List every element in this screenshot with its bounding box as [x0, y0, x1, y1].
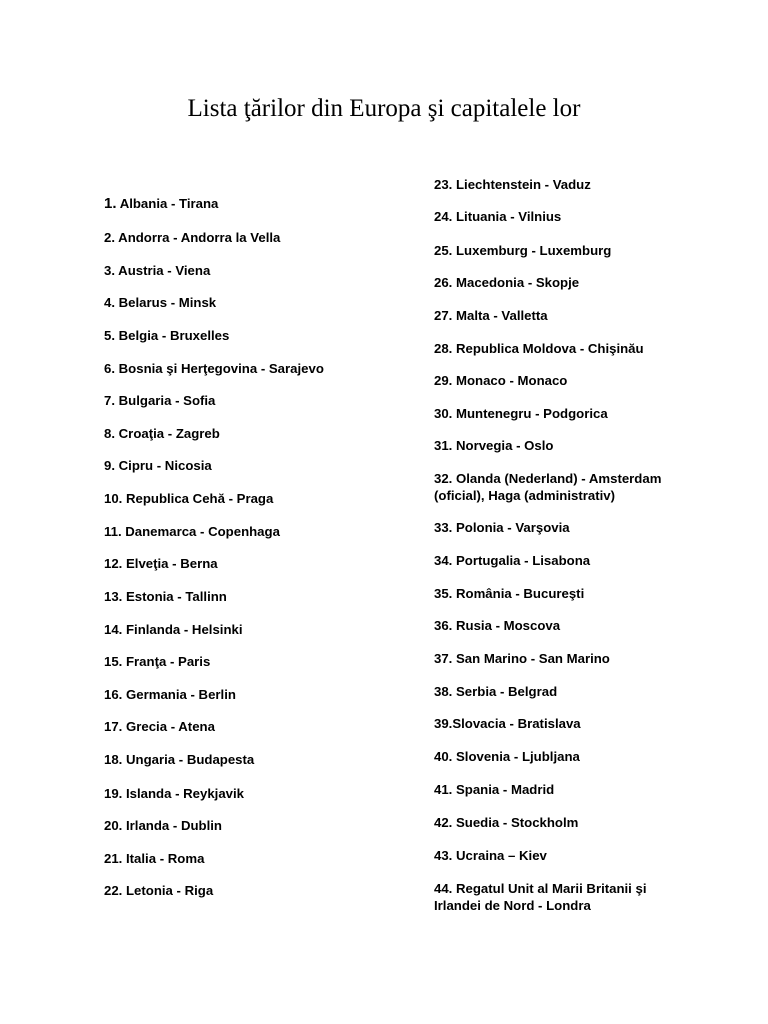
list-item: 2. Andorra - Andorra la Vella: [104, 230, 281, 245]
list-item: 13. Estonia - Tallinn: [104, 589, 227, 604]
list-item: [104, 195, 404, 212]
list-item: 32. Olanda (Nederland) - Amsterdam (oficial), Haga (administrativ): [434, 471, 662, 503]
list-item: 42. Suedia - Stockholm: [434, 815, 579, 830]
list-item: 16. Germania - Berlin: [104, 687, 236, 702]
list-item: 30. Muntenegru - Podgorica: [434, 406, 608, 421]
list-item: 12. Elveţia - Berna: [104, 556, 218, 571]
list-item: 38. Serbia - Belgrad: [434, 684, 558, 699]
list-item: 9. Cipru - Nicosia: [104, 458, 212, 473]
list-item: 37. San Marino - San Marino: [434, 651, 610, 666]
list-item: 36. Rusia - Moscova: [434, 618, 561, 633]
list-item: 40. Slovenia - Ljubljana: [434, 749, 580, 764]
list-item: 17. Grecia - Atena: [104, 719, 215, 734]
list-item: 7. Bulgaria - Sofia: [104, 393, 216, 408]
list-item: 28. Republica Moldova - Chişinău: [434, 341, 644, 356]
list-item: 15. Franţa - Paris: [104, 654, 211, 669]
list-item: 27. Malta - Valletta: [434, 308, 548, 323]
page-title: Lista ţărilor din Europa şi capitalele lor: [187, 95, 581, 122]
list-item: 3. Austria - Viena: [104, 263, 211, 278]
list-item: 8. Croaţia - Zagreb: [104, 426, 220, 441]
list-item: 31. Norvegia - Oslo: [434, 438, 554, 453]
list-item: 34. Portugalia - Lisabona: [434, 553, 591, 568]
list-item: 29. Monaco - Monaco: [434, 373, 568, 388]
list-item: 6. Bosnia şi Herţegovina - Sarajevo: [104, 361, 324, 376]
list-item: 26. Macedonia - Skopje: [434, 275, 580, 290]
list-item: 11. Danemarca - Copenhaga: [104, 524, 280, 539]
list-item: 33. Polonia - Varşovia: [434, 520, 570, 535]
list-item: 20. Irlanda - Dublin: [104, 818, 222, 833]
list-item-number: 1.: [104, 195, 117, 212]
list-item: 43. Ucraina – Kiev: [434, 848, 547, 863]
list-item: 10. Republica Cehă - Praga: [104, 491, 274, 506]
list-item: 5. Belgia - Bruxelles: [104, 328, 230, 343]
list-item: 14. Finlanda - Helsinki: [104, 622, 243, 637]
list-item: 4. Belarus - Minsk: [104, 295, 217, 310]
list-item: 23. Liechtenstein - Vaduz: [434, 177, 591, 192]
list-item: 21. Italia - Roma: [104, 851, 205, 866]
list-item: 18. Ungaria - Budapesta: [104, 752, 255, 767]
list-item: 25. Luxemburg - Luxemburg: [434, 243, 612, 258]
list-item-text: Albania - Tirana: [116, 196, 219, 211]
list-item: 24. Lituania - Vilnius: [434, 209, 562, 224]
list-item: 22. Letonia - Riga: [104, 883, 214, 898]
list-item: 39.Slovacia - Bratislava: [434, 716, 581, 731]
list-item: 41. Spania - Madrid: [434, 782, 555, 797]
list-item: 35. România - Bucureşti: [434, 586, 585, 601]
list-item: 44. Regatul Unit al Marii Britanii şi Irlandei de Nord - Londra: [434, 881, 647, 913]
list-item: 19. Islanda - Reykjavik: [104, 786, 245, 801]
